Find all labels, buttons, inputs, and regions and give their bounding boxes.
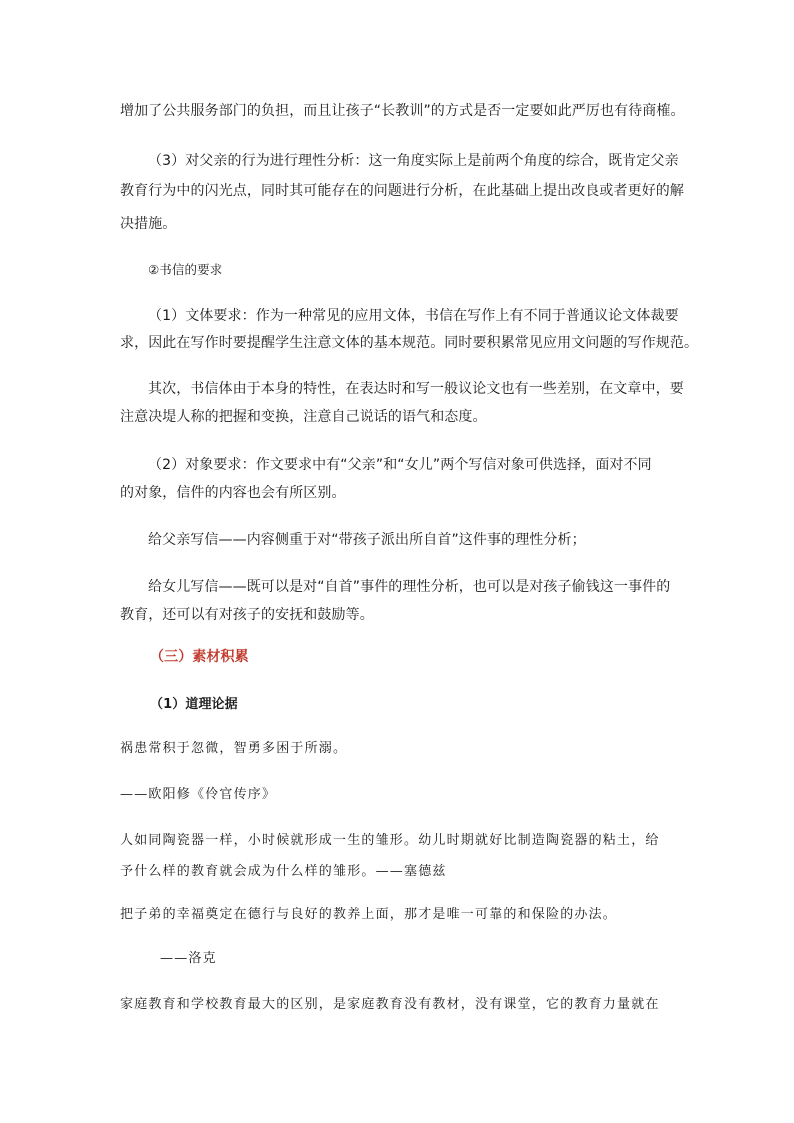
quote-author: ——洛克	[160, 951, 217, 966]
quote-line: 家庭教育和学校教育最大的区别，是家庭教育没有教材，没有课堂，它的教育力量就在	[120, 997, 660, 1012]
paragraph-line: （2）对象要求：作文要求中有“父亲”和“女儿”两个写信对象可供选择，面对不同	[148, 457, 652, 473]
paragraph-line: 其次，书信体由于本身的特性，在表达时和写一般议论文也有一些差别，在文章中，要	[148, 381, 684, 397]
paragraph-line: 注意决堤人称的把握和变换，注意自己说话的语气和态度。	[120, 409, 487, 425]
paragraph-line: 决措施。	[120, 216, 177, 232]
paragraph-line: 教育，还可以有对孩子的安抚和鼓励等。	[120, 607, 374, 623]
paragraph-line: （3）对父亲的行为进行理性分析：这一角度实际上是前两个角度的综合，既肯定父亲	[148, 153, 679, 169]
paragraph-line: 的对象，信件的内容也会有所区别。	[120, 485, 346, 501]
quote-author: ——欧阳修《伶官传序》	[120, 787, 277, 802]
paragraph-line: （1）文体要求：作为一种常见的应用文体，书信在写作上有不同于普通议论文体裁要	[148, 308, 679, 324]
quote-line: 予什么样的教育就会成为什么样的雏形。——塞德兹	[120, 864, 447, 879]
paragraph-line: 给女儿写信——既可以是对“自首”事件的理性分析，也可以是对孩子偷钱这一事件的	[148, 579, 671, 595]
paragraph-line: 求，因此在写作时要提醒学生注意文体的基本规范。同时要积累常见应用文问题的写作规范。	[120, 335, 699, 351]
paragraph-line: 教育行为中的闪光点，同时其可能存在的问题进行分析，在此基础上提出改良或者更好的解	[120, 183, 684, 199]
quote-line: 把子弟的幸福奠定在德行与良好的教养上面，那才是唯一可靠的和保险的办法。	[120, 907, 618, 922]
section-title: ②书信的要求	[148, 262, 223, 277]
quote-line: 人如同陶瓷器一样，小时候就形成一生的雏形。幼儿时期就好比制造陶瓷器的粘土，给	[120, 833, 660, 848]
sub-heading: （1）道理论据	[150, 697, 238, 712]
section-heading: （三）素材积累	[150, 649, 249, 665]
quote-line: 祸患常积于忽微，智勇多困于所溺。	[120, 741, 348, 756]
paragraph-line: 给父亲写信——内容侧重于对“带孩子派出所自首”这件事的理性分析；	[148, 532, 586, 548]
paragraph-line: 增加了公共服务部门的负担，而且让孩子“长教训”的方式是否一定要如此严厉也有待商榷。	[120, 103, 685, 119]
